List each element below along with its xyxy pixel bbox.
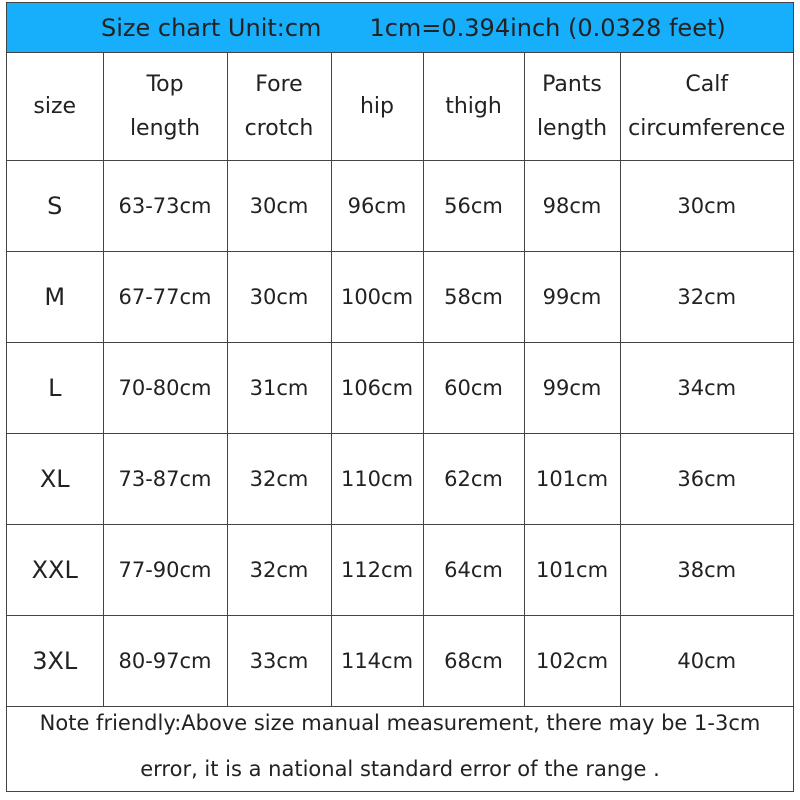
header-row [7,53,793,161]
size-cell: XXL [7,525,103,616]
pants-length-cell: 102cm [524,616,620,707]
calf-circumference-cell: 30cm [620,161,793,252]
pants-length-cell: 99cm [524,343,620,434]
top-length-cell: 63-73cm [103,161,227,252]
table-row [7,343,793,434]
calf-circumference-cell: 34cm [620,343,793,434]
header-top-length: Top length [103,53,227,161]
hip-cell: 96cm [331,161,423,252]
chart-title: Size chart Unit:cm [101,13,322,42]
fore-crotch-cell: 31cm [227,343,331,434]
table-row [7,252,793,343]
table-row [7,434,793,525]
table-row [7,525,793,616]
calf-circumference-cell: 36cm [620,434,793,525]
size-cell: S [7,161,103,252]
hip-cell: 112cm [331,525,423,616]
pants-length-cell: 101cm [524,525,620,616]
calf-circumference-cell: 32cm [620,252,793,343]
top-length-cell: 73-87cm [103,434,227,525]
top-length-cell: 77-90cm [103,525,227,616]
note-line-1: Note friendly:Above size manual measurement, there may be 1-3cm [39,711,761,735]
header-calf-circumference: Calf circumference [620,53,793,161]
pants-length-cell: 101cm [524,434,620,525]
size-cell: XL [7,434,103,525]
title-bar [7,3,793,53]
calf-circumference-cell: 38cm [620,525,793,616]
table-row [7,616,793,707]
size-cell: L [7,343,103,434]
top-length-cell: 80-97cm [103,616,227,707]
thigh-cell: 60cm [423,343,524,434]
fore-crotch-cell: 32cm [227,434,331,525]
thigh-cell: 58cm [423,252,524,343]
header-pants-length: Pants length [524,53,620,161]
top-length-cell: 70-80cm [103,343,227,434]
hip-cell: 100cm [331,252,423,343]
thigh-cell: 56cm [423,161,524,252]
fore-crotch-cell: 30cm [227,161,331,252]
header-size: size [7,53,103,161]
header-thigh: thigh [423,53,524,161]
top-length-cell: 67-77cm [103,252,227,343]
hip-cell: 114cm [331,616,423,707]
size-cell: M [7,252,103,343]
hip-cell: 106cm [331,343,423,434]
fore-crotch-cell: 32cm [227,525,331,616]
unit-conversion: 1cm=0.394inch (0.0328 feet) [369,13,726,42]
size-cell: 3XL [7,616,103,707]
measurement-note [7,701,793,791]
hip-cell: 110cm [331,434,423,525]
fore-crotch-cell: 33cm [227,616,331,707]
table-row [7,161,793,252]
header-hip: hip [331,53,423,161]
size-table [7,53,793,707]
pants-length-cell: 98cm [524,161,620,252]
thigh-cell: 64cm [423,525,524,616]
thigh-cell: 62cm [423,434,524,525]
calf-circumference-cell: 40cm [620,616,793,707]
note-line-2: error, it is a national standard error of the range . [140,757,660,781]
pants-length-cell: 99cm [524,252,620,343]
thigh-cell: 68cm [423,616,524,707]
size-chart [6,2,794,792]
fore-crotch-cell: 30cm [227,252,331,343]
header-fore-crotch: Fore crotch [227,53,331,161]
